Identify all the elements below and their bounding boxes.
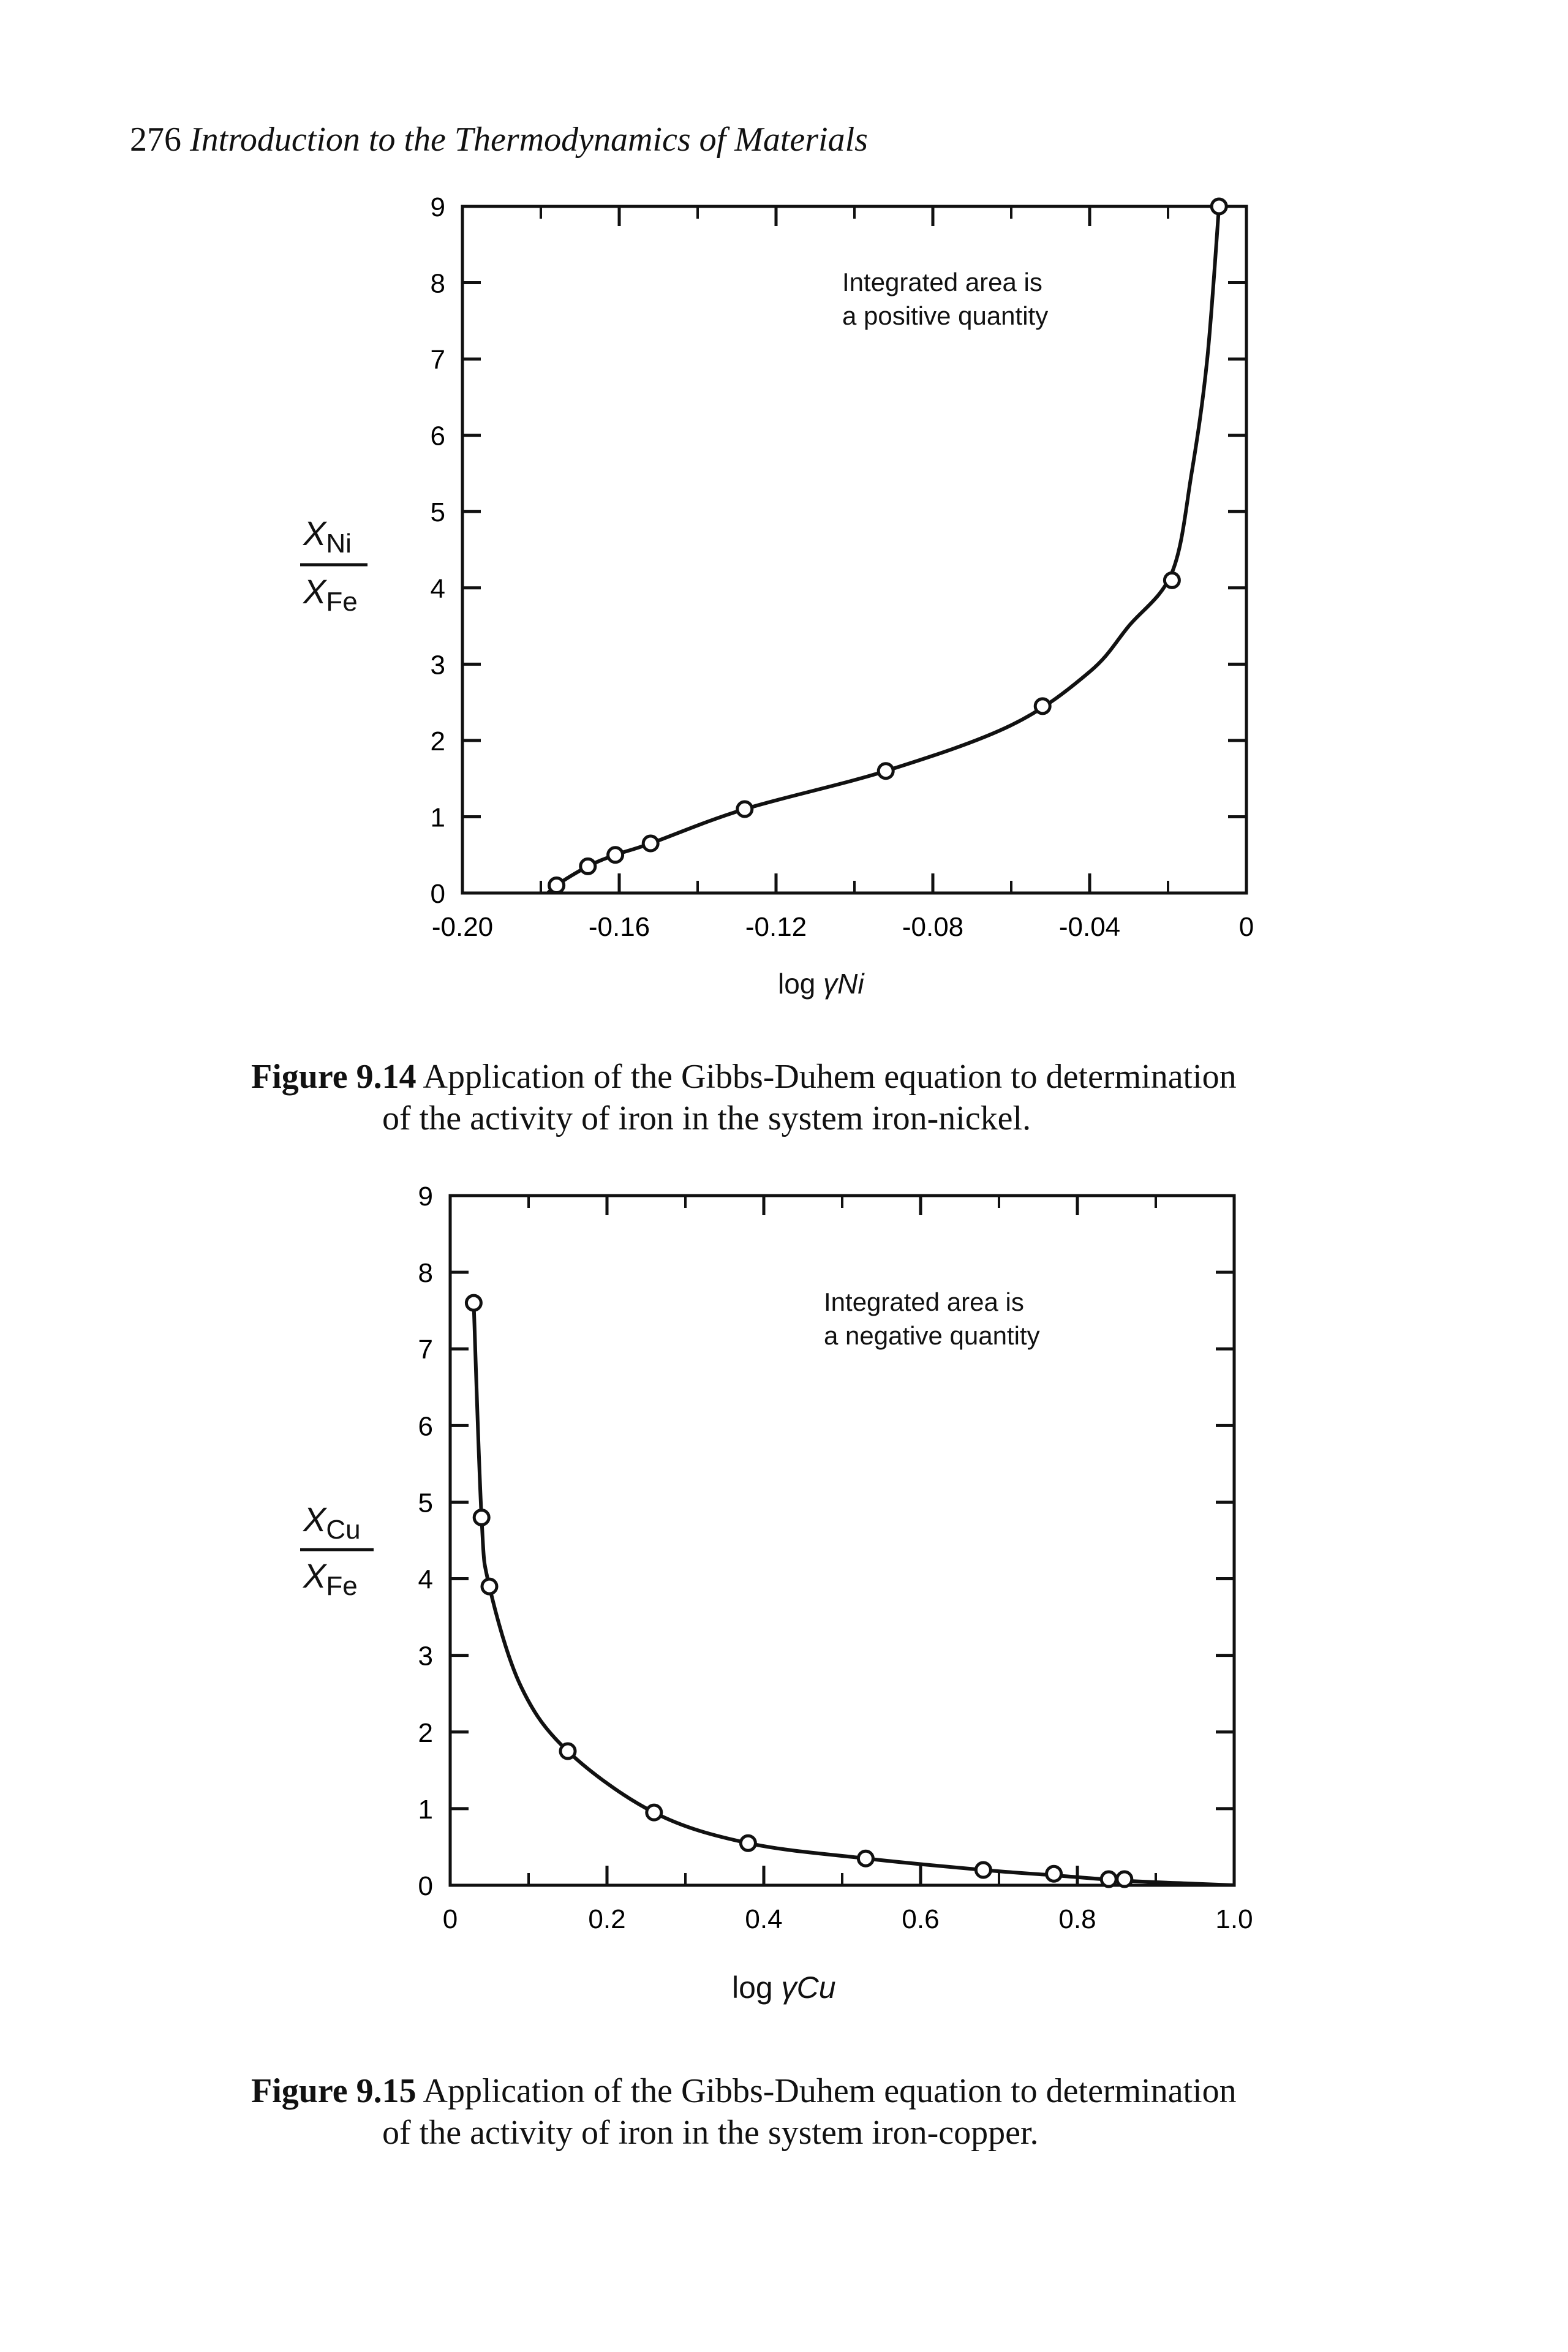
x-axis-label (732, 1970, 836, 2005)
y-tick-label: 4 (430, 573, 445, 604)
figure-9-15-caption (251, 2070, 1237, 2154)
y-tick-label: 8 (418, 1258, 433, 1289)
data-point (474, 1510, 489, 1525)
x-label-symbol: γNi (823, 968, 864, 1000)
x-tick-label: 0.2 (588, 1904, 626, 1934)
x-label-symbol: γCu (781, 1970, 836, 2005)
y-tick-label: 9 (430, 192, 445, 222)
data-point (466, 1295, 481, 1310)
annotation-line-2: a positive quantity (842, 301, 1049, 330)
y-tick-label: 1 (418, 1794, 433, 1825)
data-point (482, 1579, 497, 1594)
x-label-main: log (778, 968, 816, 1000)
y-tick-label: 3 (430, 650, 445, 680)
y-label-num-sub: Cu (326, 1515, 361, 1545)
svg-text:XCu (302, 1500, 361, 1545)
x-tick-label: -0.20 (431, 912, 494, 942)
caption-number: Figure 9.14 (251, 1058, 417, 1096)
y-label-den-sub: Fe (326, 587, 358, 617)
y-label-num-symbol: X (303, 1500, 326, 1539)
y-label-num-symbol: X (303, 514, 326, 552)
data-point (560, 1744, 575, 1758)
y-tick-label: 8 (430, 268, 445, 299)
y-tick-label: 7 (430, 345, 445, 375)
y-tick-label: 2 (418, 1717, 433, 1748)
y-axis-label (300, 1500, 374, 1601)
data-point (1117, 1872, 1132, 1887)
x-label-main: log (732, 1970, 773, 2005)
caption-line-1: Application of the Gibbs-Duhem equation to determination (423, 1058, 1237, 1096)
page-number: 276 (130, 121, 181, 159)
y-tick-label: 4 (418, 1564, 433, 1595)
x-tick-label: 0.4 (745, 1904, 783, 1934)
y-tick-label: 7 (418, 1335, 433, 1365)
x-tick-label: 0 (1238, 912, 1254, 942)
y-label-den-sub: Fe (326, 1571, 358, 1601)
svg-text:log γCu (732, 1970, 836, 2005)
data-point (741, 1836, 755, 1850)
data-point (858, 1851, 873, 1866)
y-tick-label: 3 (418, 1641, 433, 1672)
x-tick-label: 0 (442, 1904, 458, 1934)
y-label-den-symbol: X (303, 1556, 326, 1595)
y-tick-label: 2 (430, 726, 445, 756)
y-label-num-sub: Ni (326, 529, 352, 559)
y-tick-label: 9 (418, 1182, 433, 1212)
x-tick-label: -0.16 (588, 912, 650, 942)
y-tick-label: 6 (430, 421, 445, 451)
y-tick-label: 5 (430, 497, 445, 528)
y-tick-label: 0 (418, 1871, 433, 1901)
data-point (647, 1805, 662, 1820)
data-point (976, 1863, 990, 1877)
data-point (1101, 1872, 1116, 1887)
x-tick-label: 1.0 (1215, 1904, 1253, 1934)
y-label-den-symbol: X (303, 572, 326, 611)
annotation-line-1: Integrated area is (824, 1287, 1024, 1316)
y-tick-label: 1 (430, 802, 445, 833)
annotation-line-2: a negative quantity (824, 1321, 1040, 1350)
fit-curve (473, 1303, 1234, 1885)
x-tick-label: 0.6 (902, 1904, 940, 1934)
y-tick-label: 5 (418, 1488, 433, 1518)
y-tick-label: 6 (418, 1411, 433, 1442)
book-title: Introduction to the Thermodynamics of Materials (190, 121, 868, 159)
x-tick-label: 0.8 (1058, 1904, 1096, 1934)
caption-line-2: of the activity of iron in the system iron-nickel. (382, 1099, 1031, 1137)
annotation-line-1: Integrated area is (842, 268, 1042, 296)
x-tick-label: -0.08 (902, 912, 964, 942)
y-tick-label: 0 (430, 879, 445, 909)
caption-line-1: Application of the Gibbs-Duhem equation to determination (423, 2072, 1237, 2110)
svg-text:XFe (302, 1556, 358, 1601)
data-point (1047, 1866, 1061, 1881)
x-tick-label: -0.04 (1058, 912, 1121, 942)
caption-number: Figure 9.15 (251, 2072, 417, 2110)
x-tick-label: -0.12 (745, 912, 807, 942)
caption-line-2: of the activity of iron in the system iron-copper. (382, 2114, 1039, 2152)
